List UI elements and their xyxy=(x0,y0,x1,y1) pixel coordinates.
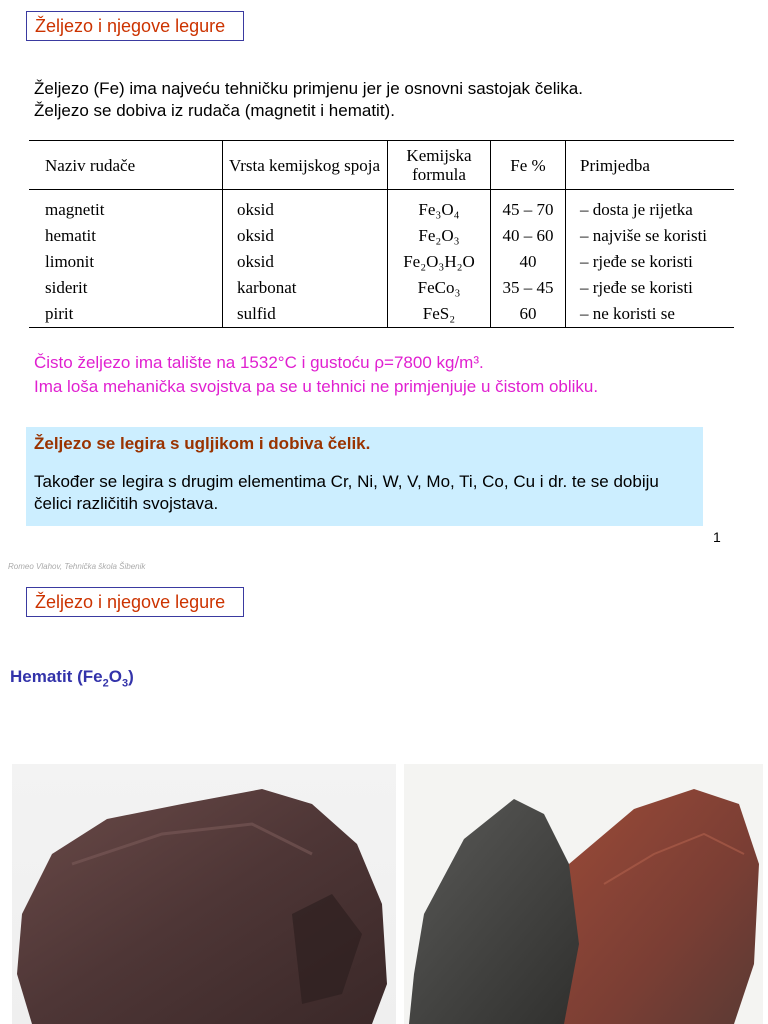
cell-formula: FeCo₃ xyxy=(388,275,491,301)
header-naziv: Naziv rudače xyxy=(29,141,223,190)
footer-credit: Romeo Vlahov, Tehnička škola Šibenik xyxy=(8,562,146,571)
cell-fe: 35 – 45 xyxy=(491,275,566,301)
cell-primjedba: – najviše se koristi xyxy=(566,222,735,248)
table-row xyxy=(29,249,734,275)
cell-vrsta: karbonat xyxy=(223,275,388,301)
cell-primjedba: – dosta je rijetka xyxy=(566,190,735,223)
header-fe: Fe % xyxy=(491,141,566,190)
cell-primjedba: – ne koristi se xyxy=(566,301,735,327)
hematite-rock-photo-1 xyxy=(12,764,396,1024)
cell-formula: Fe₂O₃ xyxy=(388,222,491,248)
rock-illustration-2 xyxy=(404,764,763,1024)
alloy-text: Također se legira s drugim elementima Cr, Ni, W, V, Mo, Ti, Co, Cu i dr. te se dobiju čelici različitih svojstava. xyxy=(34,472,659,513)
cell-vrsta: oksid xyxy=(223,222,388,248)
intro-line-2: Željezo se dobiva iz rudača (magnetit i hematit). xyxy=(34,101,395,120)
cell-fe: 45 – 70 xyxy=(491,190,566,223)
cell-vrsta: oksid xyxy=(223,249,388,275)
table-row xyxy=(29,190,734,223)
table-row xyxy=(29,222,734,248)
cell-primjedba: – rjeđe se koristi xyxy=(566,249,735,275)
table-row xyxy=(29,275,734,301)
cell-fe: 60 xyxy=(491,301,566,327)
hematite-rock-photo-2 xyxy=(404,764,763,1024)
rock-illustration-1 xyxy=(12,764,396,1024)
cell-naziv: siderit xyxy=(45,278,88,298)
cell-fe: 40 – 60 xyxy=(491,222,566,248)
cell-formula: Fe₃O₄ xyxy=(388,190,491,223)
heading-sub-1: 2 xyxy=(102,677,109,690)
header-primjedba: Primjedba xyxy=(566,141,735,190)
pink-line-1: Čisto željezo ima talište na 1532°C i gustoću ρ=7800 kg/m³. xyxy=(34,353,484,372)
intro-text xyxy=(34,78,583,122)
intro-line-1: Željezo (Fe) ima najveću tehničku primjenu jer je osnovni sastojak čelika. xyxy=(34,79,583,98)
page-number: 1 xyxy=(713,529,721,545)
heading-sub-2: 3 xyxy=(121,677,129,690)
heading-mid: O xyxy=(108,667,122,686)
slide2-title: Željezo i njegove legure xyxy=(26,587,244,617)
heading-end: ) xyxy=(128,667,134,686)
cell-naziv: hematit xyxy=(45,225,96,245)
cell-primjedba: – rjeđe se koristi xyxy=(566,275,735,301)
pink-line-2: Ima loša mehanička svojstva pa se u tehnici ne primjenjuje u čistom obliku. xyxy=(34,377,599,396)
alloy-info-box xyxy=(26,427,703,526)
header-formula: Kemijska formula xyxy=(388,141,491,190)
pure-iron-properties xyxy=(34,351,598,399)
table-row xyxy=(29,301,734,327)
ore-table xyxy=(29,140,734,328)
slide1-title: Željezo i njegove legure xyxy=(26,11,244,41)
cell-naziv: limonit xyxy=(45,252,95,272)
cell-naziv: magnetit xyxy=(45,199,105,219)
cell-vrsta: oksid xyxy=(223,190,388,223)
table-header-row xyxy=(29,141,734,190)
heading-main: Hematit (Fe xyxy=(10,667,103,686)
cell-naziv: pirit xyxy=(45,304,74,324)
cell-vrsta: sulfid xyxy=(223,301,388,327)
hematit-heading xyxy=(10,667,134,689)
cell-fe: 40 xyxy=(491,249,566,275)
cell-formula: FeS₂ xyxy=(388,301,491,327)
alloy-bold-text: Željezo se legira s ugljikom i dobiva čelik. xyxy=(34,434,371,453)
cell-formula: Fe₂O₃H₂O xyxy=(388,249,491,275)
header-vrsta: Vrsta kemijskog spoja xyxy=(223,141,388,190)
